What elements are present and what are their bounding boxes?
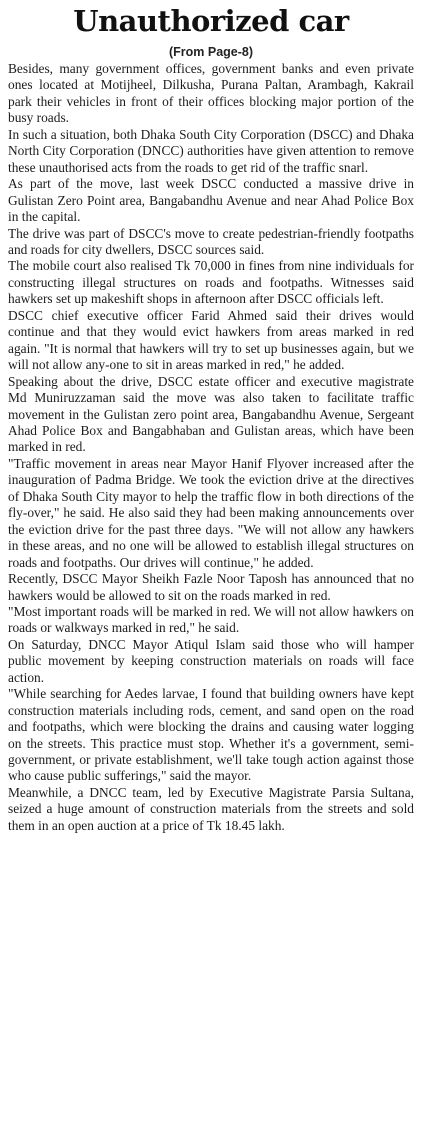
paragraph: "Most important roads will be marked in red. We will not allow hawkers on roads or walkways marked in red," he said. (8, 603, 414, 636)
article-body (8, 61, 414, 834)
continuation-note: (From Page-8) (168, 45, 254, 59)
paragraph: In such a situation, both Dhaka South City Corporation (DSCC) and Dhaka North City Corporation (DNCC) authorities have given attention to remove these unauthorised acts from the roads to get rid of the traffic snarl. (8, 126, 414, 175)
headline: Unauthorized car (73, 4, 349, 38)
paragraph: DSCC chief executive officer Farid Ahmed said their drives would continue and that they would evict hawkers from areas marked in red again. "It is normal that hawkers will try to set up businesses again, but we will not allow any-one to sit in areas marked in red," he added. (8, 307, 414, 373)
paragraph: Besides, many government offices, government banks and even private ones located at Motijheel, Dilkusha, Purana Paltan, Arambagh, Kakrail park their vehicles in front of their offices blocking major portion of the busy roads. (8, 61, 414, 126)
paragraph: The drive was part of DSCC's move to create pedestrian-friendly footpaths and roads for city dwellers, DSCC sources said. (8, 225, 414, 257)
paragraph: The mobile court also realised Tk 70,000 in fines from nine individuals for constructing illegal structures on roads and footpaths. Witnesses said hawkers set up makeshift shops in afternoon after DSCC officials left. (8, 258, 414, 307)
paragraph: "Traffic movement in areas near Mayor Hanif Flyover increased after the inauguration of Padma Bridge. We took the eviction drive at the directives of Dhaka South City mayor to help the traffic flow in both directions of the fly-over," he said. He also said they had been making announcements over the eviction drive for the past three days. "We will not allow any hawkers in these areas, and no one will be allowed to establish illegal structures on roads and footpaths. Our drives will continue," he added. (8, 455, 414, 570)
paragraph: As part of the move, last week DSCC conducted a massive drive in Gulistan Zero Point area, Bangabandhu Avenue and near Ahad Police Box in the capital. (8, 176, 414, 225)
paragraph: Speaking about the drive, DSCC estate officer and executive magistrate Md Muniruzzaman said the move was also taken to facilitate traffic movement in the Gulistan zero point area, Bangabandhu Avenue, Sergeant Ahad Police Box and Bangabhaban and Gulistan areas, which have been marked in red. (8, 373, 414, 455)
paragraph: "While searching for Aedes larvae, I found that building owners have kept construction materials including rods, cement, and sand open on the road and footpaths, which were blocking the drains and causing water logging on the streets. This practice must stop. Whether it's a government, semi-government, or private establishment, we'll take tough action against those who cause public sufferings," said the mayor. (8, 686, 414, 784)
paragraph: On Saturday, DNCC Mayor Atiqul Islam said those who will hamper public movement by keeping construction materials on roads will face action. (8, 636, 414, 685)
paragraph: Recently, DSCC Mayor Sheikh Fazle Noor Taposh has announced that no hawkers would be allowed to sit on the roads marked in red. (8, 571, 414, 603)
paragraph: Meanwhile, a DNCC team, led by Executive Magistrate Parsia Sultana, seized a huge amount of construction materials from the streets and sold them in an open auction at a price of Tk 18.45 lakh. (8, 784, 414, 833)
